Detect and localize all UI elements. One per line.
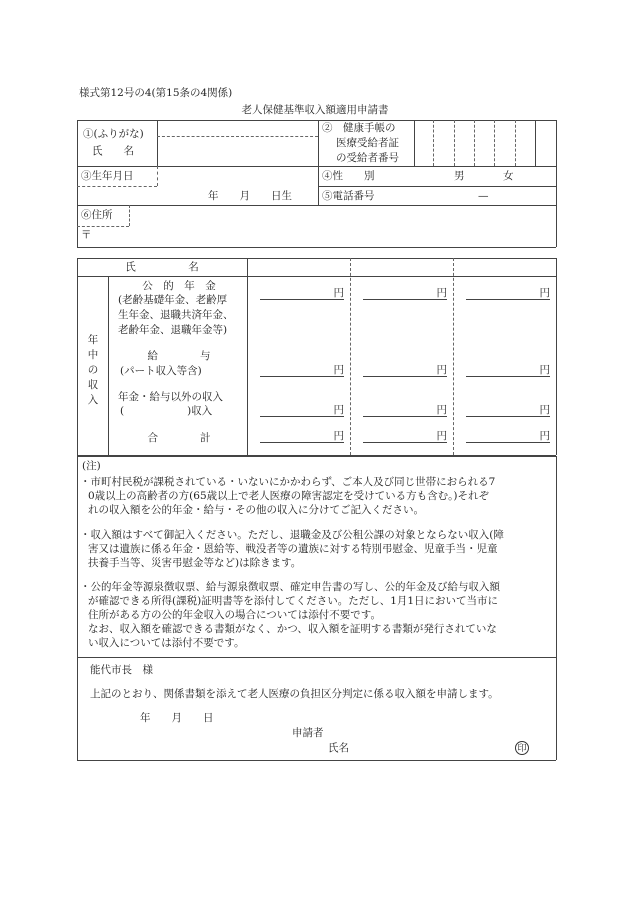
- note-1: ・市町村民税が課税されている・いないにかかわらず、ご本人及び同じ世帯におられる7 0歳以上の高齢者の方(65歳以上で老人医療の障害認定を受けている方も含む。)それぞ れの収入額を公的年金・給与・その他の収入に分けてご記入ください。: [80, 476, 496, 516]
- name-field[interactable]: [160, 138, 315, 164]
- form-title: 老人保健基準収入額適用申請書: [241, 104, 389, 116]
- yen-unit: 円: [436, 430, 447, 442]
- recipient-number-field[interactable]: [415, 121, 555, 165]
- yen-unit: 円: [539, 287, 550, 299]
- annual-income-side-label: 年 中 の 収 入: [87, 334, 99, 406]
- salary-amount-field-1[interactable]: [260, 364, 344, 377]
- address-label: ⑥住所: [81, 209, 113, 221]
- note-2: ・収入額はすべて御記入ください。ただし、退職金及び公租公課の対象とならない収入(障 害又は遺族に係る年金・恩給等、戦没者等の遺族に対する特別弔慰金、児童手当・児童 扶養手当等、災害弔慰金等など)は除きます。: [80, 529, 504, 569]
- member-name-field-2[interactable]: [353, 260, 451, 274]
- applicant-name-label: 氏名: [328, 742, 349, 754]
- sex-label: ④性 別: [322, 170, 375, 182]
- salary-amount-field-3[interactable]: [466, 364, 550, 377]
- cert-number-label-line1: ② 健康手帳の: [322, 122, 396, 134]
- postal-mark: 〒: [81, 229, 92, 241]
- cert-number-label-line3: の受給者番号: [336, 152, 399, 164]
- form-number: 様式第12号の4(第15条の4関係): [79, 87, 233, 99]
- yen-unit: 円: [539, 364, 550, 376]
- other-amount-field-1[interactable]: [260, 404, 344, 417]
- other-income-title: 年金・給与以外の収入: [118, 391, 223, 403]
- pension-amount-field-3[interactable]: [466, 287, 550, 300]
- phone-separator: —: [478, 190, 489, 202]
- applicant-name-field[interactable]: [355, 740, 505, 756]
- total-amount-field-2[interactable]: [363, 430, 447, 443]
- yen-unit: 円: [436, 364, 447, 376]
- application-date-field[interactable]: [135, 710, 235, 726]
- furigana-label: ①(ふりがな): [83, 128, 144, 140]
- note-3: ・公的年金等源泉徴収票、給与源泉徴収票、確定申告書の写し、公的年金及び給与収入額 が確認できる所得(課税)証明書等を添付してください。ただし、1月1日において当市に 住所がある方の公的年金収入の場合については添付不要です。 なお、収入額を確認できる書類がなく、かつ、収入額を証明する書類が発行されていな い収入については添付不要です。: [80, 581, 500, 649]
- pension-title: 公 的 年 金: [142, 280, 216, 292]
- cert-number-label-line2: 医療受給者証: [336, 137, 399, 149]
- birthdate-field[interactable]: [160, 168, 315, 203]
- yen-unit: 円: [333, 364, 344, 376]
- total-amount-field-3[interactable]: [466, 430, 550, 443]
- phone-label: ⑤電話番号: [322, 190, 375, 202]
- pension-desc-1: (老齢基礎年金、老齢厚: [118, 294, 228, 306]
- seal-icon: 印: [515, 741, 529, 755]
- yen-unit: 円: [436, 287, 447, 299]
- sex-male-option[interactable]: 男: [454, 170, 465, 182]
- salary-title: 給 与: [147, 350, 211, 362]
- other-amount-field-3[interactable]: [466, 404, 550, 417]
- total-title: 合 計: [147, 432, 211, 444]
- application-date: 年 月 日: [140, 712, 214, 724]
- other-amount-field-2[interactable]: [363, 404, 447, 417]
- addressee: 能代市長 様: [90, 664, 153, 676]
- yen-unit: 円: [539, 430, 550, 442]
- pension-amount-field-2[interactable]: [363, 287, 447, 300]
- notes-heading: (注): [82, 460, 101, 472]
- member-name-field-3[interactable]: [456, 260, 554, 274]
- pension-amount-field-1[interactable]: [260, 287, 344, 300]
- yen-unit: 円: [333, 430, 344, 442]
- phone-field[interactable]: [390, 188, 554, 204]
- pension-desc-2: 生年金、退職共済年金、: [118, 309, 234, 321]
- applicant-label: 申請者: [292, 727, 324, 739]
- member-name-field-1[interactable]: [250, 260, 348, 274]
- yen-unit: 円: [539, 404, 550, 416]
- name-label: 氏 名: [92, 145, 134, 157]
- yen-unit: 円: [333, 287, 344, 299]
- pension-desc-3: 老齢年金、退職年金等): [118, 324, 228, 336]
- total-amount-field-1[interactable]: [260, 430, 344, 443]
- yen-unit: 円: [333, 404, 344, 416]
- salary-desc: (パート収入等含): [120, 365, 202, 377]
- yen-unit: 円: [436, 404, 447, 416]
- address-field[interactable]: [132, 207, 552, 245]
- other-income-desc: ( )収入: [120, 405, 213, 417]
- birthdate-units: 年 月 日生: [208, 190, 292, 202]
- sex-female-option[interactable]: 女: [503, 170, 514, 182]
- income-name-header: 氏 名: [125, 261, 199, 273]
- application-statement: 上記のとおり、関係書類を添えて老人医療の負担区分判定に係る収入額を申請します。: [90, 688, 499, 700]
- furigana-field[interactable]: [160, 122, 315, 135]
- salary-amount-field-2[interactable]: [363, 364, 447, 377]
- birthdate-label: ③生年月日: [81, 170, 134, 182]
